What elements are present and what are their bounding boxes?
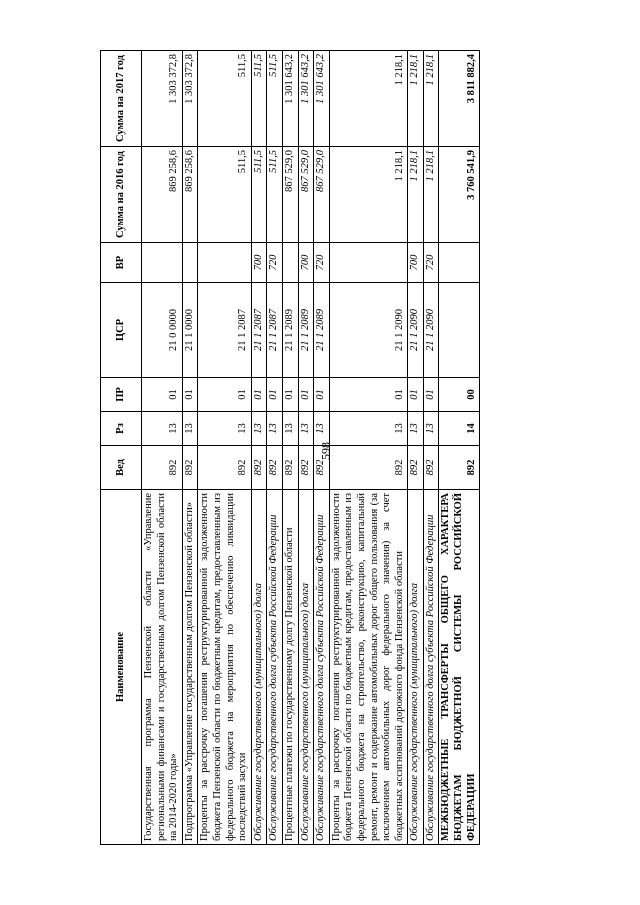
cell-csr: 21 1 2090 bbox=[423, 283, 439, 378]
cell-pr: 01 bbox=[198, 378, 251, 412]
cell-name: Проценты за рассрочку погашения реструктурированной задолженности бюджета Пензенской области по бюджетным кредитам, предоставленным из федерального бюджета на строительство, реконструкцию, капитальный ремонт, ремонт и содержание автомобильных дорог общего пользования (за исключением автомобильных дорог федерального значения) за счет бюджетных ассигнований дорожного фонда Пензенской области bbox=[329, 490, 408, 845]
cell-pr: 01 bbox=[267, 378, 283, 412]
table-row bbox=[423, 51, 439, 845]
header-vr: ВР bbox=[101, 243, 142, 283]
table-row bbox=[142, 51, 183, 845]
table-row bbox=[267, 51, 283, 845]
table-row bbox=[298, 51, 314, 845]
cell-rz: 13 bbox=[298, 412, 314, 446]
cell-rz: 13 bbox=[142, 412, 183, 446]
cell-name: Процентные платежи по государственному долгу Пензенской области bbox=[282, 490, 298, 845]
cell-y2017: 1 218,1 bbox=[423, 51, 439, 147]
cell-csr: 21 1 2089 bbox=[298, 283, 314, 378]
cell-y2017: 3 811 882,4 bbox=[439, 51, 480, 147]
cell-y2016: 867 529,0 bbox=[314, 147, 330, 243]
cell-csr: 21 1 2087 bbox=[267, 283, 283, 378]
cell-csr: 21 1 2087 bbox=[198, 283, 251, 378]
cell-vr: 720 bbox=[267, 243, 283, 283]
rotated-page bbox=[100, 51, 566, 845]
cell-y2017: 511,5 bbox=[198, 51, 251, 147]
cell-ved: 892 bbox=[408, 446, 424, 490]
cell-y2016: 3 760 541,9 bbox=[439, 147, 480, 243]
table-row bbox=[439, 51, 480, 845]
cell-csr: 21 1 2090 bbox=[408, 283, 424, 378]
cell-pr: 01 bbox=[142, 378, 183, 412]
cell-vr: 720 bbox=[423, 243, 439, 283]
cell-rz: 13 bbox=[251, 412, 267, 446]
budget-table bbox=[100, 50, 480, 845]
table-row bbox=[251, 51, 267, 845]
header-ved: Вед bbox=[101, 446, 142, 490]
cell-rz: 13 bbox=[423, 412, 439, 446]
cell-name: Государственная программа Пензенской области «Управление региональными финансами и государственным долгом Пензенской области на 2014-2020 годы» bbox=[142, 490, 183, 845]
cell-ved: 892 bbox=[198, 446, 251, 490]
cell-vr bbox=[198, 243, 251, 283]
cell-y2017: 511,5 bbox=[251, 51, 267, 147]
cell-vr bbox=[439, 243, 480, 283]
cell-csr: 21 1 0000 bbox=[182, 283, 198, 378]
table-header-row bbox=[101, 51, 142, 845]
cell-y2016: 511,5 bbox=[198, 147, 251, 243]
table-row bbox=[408, 51, 424, 845]
cell-y2016: 869 258,6 bbox=[182, 147, 198, 243]
cell-y2016: 867 529,0 bbox=[282, 147, 298, 243]
cell-ved: 892 bbox=[182, 446, 198, 490]
cell-vr bbox=[329, 243, 408, 283]
header-pr: ПР bbox=[101, 378, 142, 412]
cell-ved: 892 bbox=[298, 446, 314, 490]
cell-ved: 892 bbox=[142, 446, 183, 490]
cell-vr: 700 bbox=[408, 243, 424, 283]
cell-name: Подпрограмма «Управление государственным долгом Пензенской области» bbox=[182, 490, 198, 845]
cell-vr: 700 bbox=[298, 243, 314, 283]
header-csr: ЦСР bbox=[101, 283, 142, 378]
cell-pr: 01 bbox=[298, 378, 314, 412]
cell-vr: 700 bbox=[251, 243, 267, 283]
header-name: Наименование bbox=[101, 490, 142, 845]
cell-name: Проценты за рассрочку погашения реструктурированной задолженности бюджета Пензенской области по бюджетным кредитам, предоставленным из федерального бюджета на мероприятия по обеспечению ликвидации последствий засухи bbox=[198, 490, 251, 845]
cell-name: Обслуживание государственного (муниципального) долга bbox=[298, 490, 314, 845]
cell-y2017: 1 301 643,2 bbox=[298, 51, 314, 147]
cell-pr: 01 bbox=[282, 378, 298, 412]
cell-pr: 01 bbox=[423, 378, 439, 412]
cell-csr: 21 1 2089 bbox=[314, 283, 330, 378]
cell-ved: 892 bbox=[251, 446, 267, 490]
cell-y2017: 511,5 bbox=[267, 51, 283, 147]
header-sum-2017: Сумма на 2017 год bbox=[101, 51, 142, 147]
cell-pr: 01 bbox=[314, 378, 330, 412]
cell-rz: 13 bbox=[198, 412, 251, 446]
cell-pr: 01 bbox=[251, 378, 267, 412]
cell-y2016: 1 218,1 bbox=[408, 147, 424, 243]
cell-ved: 892 bbox=[329, 446, 408, 490]
header-sum-2016: Сумма на 2016 год bbox=[101, 147, 142, 243]
header-rz: Рз bbox=[101, 412, 142, 446]
cell-name: Обслуживание государственного (муниципального) долга bbox=[251, 490, 267, 845]
cell-y2016: 867 529,0 bbox=[298, 147, 314, 243]
cell-rz: 13 bbox=[329, 412, 408, 446]
cell-rz: 13 bbox=[182, 412, 198, 446]
table-row bbox=[198, 51, 251, 845]
cell-vr bbox=[182, 243, 198, 283]
page-number: 598 bbox=[318, 442, 333, 460]
cell-name: МЕЖБЮДЖЕТНЫЕ ТРАНСФЕРТЫ ОБЩЕГО ХАРАКТЕРА БЮДЖЕТАМ БЮДЖЕТНОЙ СИСТЕМЫ РОССИЙСКОЙ ФЕДЕРАЦИИ bbox=[439, 490, 480, 845]
cell-pr: 00 bbox=[439, 378, 480, 412]
cell-vr bbox=[282, 243, 298, 283]
cell-y2017: 1 218,1 bbox=[329, 51, 408, 147]
cell-csr: 21 0 0000 bbox=[142, 283, 183, 378]
cell-y2016: 869 258,6 bbox=[142, 147, 183, 243]
cell-vr bbox=[142, 243, 183, 283]
table-row bbox=[314, 51, 330, 845]
cell-pr: 01 bbox=[182, 378, 198, 412]
cell-name: Обслуживание государственного долга субъекта Российской Федерации bbox=[267, 490, 283, 845]
cell-csr: 21 1 2089 bbox=[282, 283, 298, 378]
cell-rz: 13 bbox=[314, 412, 330, 446]
cell-pr: 01 bbox=[408, 378, 424, 412]
cell-y2016: 511,5 bbox=[267, 147, 283, 243]
cell-y2016: 1 218,1 bbox=[423, 147, 439, 243]
cell-pr: 01 bbox=[329, 378, 408, 412]
cell-y2017: 1 303 372,8 bbox=[182, 51, 198, 147]
cell-y2017: 1 301 643,2 bbox=[282, 51, 298, 147]
cell-name: Обслуживание государственного (муниципального) долга bbox=[408, 490, 424, 845]
cell-ved: 892 bbox=[282, 446, 298, 490]
cell-ved: 892 bbox=[423, 446, 439, 490]
cell-y2017: 1 303 372,8 bbox=[142, 51, 183, 147]
cell-ved: 892 bbox=[314, 446, 330, 490]
cell-y2017: 1 218,1 bbox=[408, 51, 424, 147]
cell-csr: 21 1 2087 bbox=[251, 283, 267, 378]
table-row bbox=[282, 51, 298, 845]
cell-csr: 21 1 2090 bbox=[329, 283, 408, 378]
table-body bbox=[142, 51, 480, 845]
table-row bbox=[182, 51, 198, 845]
cell-vr: 720 bbox=[314, 243, 330, 283]
cell-y2016: 511,5 bbox=[251, 147, 267, 243]
cell-y2016: 1 218,1 bbox=[329, 147, 408, 243]
table-row bbox=[329, 51, 408, 845]
cell-name: Обслуживание государственного долга субъекта Российской Федерации bbox=[423, 490, 439, 845]
cell-ved: 892 bbox=[267, 446, 283, 490]
cell-name: Обслуживание государственного долга субъекта Российской Федерации bbox=[314, 490, 330, 845]
cell-rz: 13 bbox=[408, 412, 424, 446]
cell-csr bbox=[439, 283, 480, 378]
cell-y2017: 1 301 643,2 bbox=[314, 51, 330, 147]
cell-rz: 13 bbox=[282, 412, 298, 446]
cell-ved: 892 bbox=[439, 446, 480, 490]
cell-rz: 13 bbox=[267, 412, 283, 446]
cell-rz: 14 bbox=[439, 412, 480, 446]
